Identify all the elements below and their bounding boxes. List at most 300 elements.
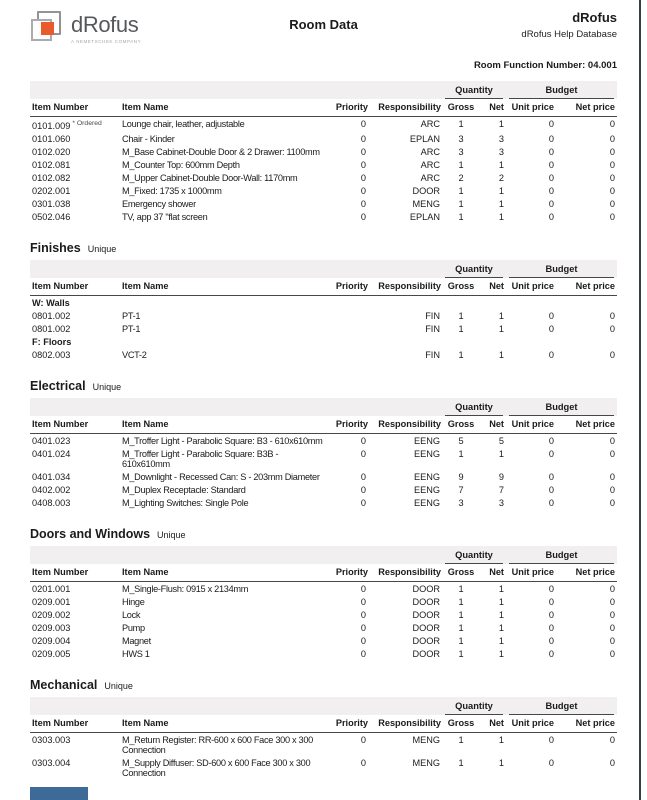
cell-responsibility: ARC xyxy=(420,172,440,183)
cell-net: 1 xyxy=(498,596,504,607)
cell-unit-price: 0 xyxy=(548,583,554,594)
cell-net: 1 xyxy=(498,448,504,459)
col-header-responsibility: Responsibility xyxy=(368,278,442,296)
table-row xyxy=(30,595,617,608)
table-row xyxy=(30,647,617,660)
col-header-gross: Gross xyxy=(442,416,480,434)
cell-responsibility: EPLAN xyxy=(409,211,440,222)
cell-net-price: 0 xyxy=(609,448,615,459)
cell-item-number xyxy=(30,116,120,132)
item-number-text: 0801.002 xyxy=(32,310,71,321)
drofus-cube-icon xyxy=(30,10,64,44)
quantity-group-header xyxy=(442,260,506,278)
cell-responsibility: EENG xyxy=(413,484,440,495)
cell-net-price: 0 xyxy=(609,484,615,495)
cell-responsibility: DOOR xyxy=(412,648,440,659)
cell-gross: 7 xyxy=(458,484,464,495)
cell-item-number xyxy=(30,210,120,223)
cell-item-number xyxy=(30,447,120,470)
cell-net: 1 xyxy=(498,349,504,360)
cell-gross: 1 xyxy=(458,635,464,646)
cell-responsibility: EPLAN xyxy=(409,133,440,144)
cell-net: 1 xyxy=(498,198,504,209)
cell-gross: 1 xyxy=(458,118,464,129)
table-row xyxy=(30,483,617,496)
cell-net: 1 xyxy=(498,622,504,633)
cell-unit-price: 0 xyxy=(548,323,554,334)
report-content xyxy=(30,10,617,781)
group-header-spacer xyxy=(30,81,442,99)
cell-priority: 0 xyxy=(360,471,366,482)
header-right-block xyxy=(358,10,617,40)
cell-unit-price: 0 xyxy=(548,484,554,495)
table-row xyxy=(30,348,617,361)
cell-net: 3 xyxy=(498,133,504,144)
col-header-priority: Priority xyxy=(328,99,368,117)
cell-priority: 0 xyxy=(360,448,366,459)
cell-item-name: M_Return Register: RR-600 x 600 Face 300 x 300 Connection xyxy=(122,734,313,755)
cell-net-price: 0 xyxy=(609,185,615,196)
table-row xyxy=(30,322,617,335)
cell-group-label: F: Floors xyxy=(32,336,72,347)
cell-net-price: 0 xyxy=(609,635,615,646)
group-header-spacer xyxy=(30,546,442,564)
column-header-row xyxy=(30,278,617,296)
logo-tagline: A NEMETSCHEK COMPANY xyxy=(71,39,142,44)
col-header-net-price: Net price xyxy=(556,278,617,296)
cell-net-price: 0 xyxy=(609,310,615,321)
col-header-priority: Priority xyxy=(328,416,368,434)
col-header-gross: Gross xyxy=(442,564,480,582)
quantity-group-label: Quantity xyxy=(445,81,503,99)
cell-priority: 0 xyxy=(360,435,366,446)
col-header-priority: Priority xyxy=(328,278,368,296)
col-header-net-price: Net price xyxy=(556,564,617,582)
cell-item-name: PT-1 xyxy=(122,310,141,321)
cell-net-price: 0 xyxy=(609,471,615,482)
cell-responsibility: ARC xyxy=(420,118,440,129)
cell-net-price: 0 xyxy=(609,211,615,222)
budget-group-header xyxy=(506,697,617,715)
cell-net: 1 xyxy=(498,211,504,222)
cell-gross: 3 xyxy=(458,133,464,144)
database-name: dRofus xyxy=(572,10,617,25)
item-number-text: 0402.002 xyxy=(32,484,71,495)
cell-item-name: M_Duplex Receptacle: Standard xyxy=(122,484,246,495)
cell-gross: 1 xyxy=(458,198,464,209)
col-header-net: Net xyxy=(480,99,506,117)
report-section xyxy=(30,241,617,361)
cell-item-name: M_Troffer Light - Parabolic Square: B3 - 610x610mm xyxy=(122,435,323,446)
cell-item-name: M_Single-Flush: 0915 x 2134mm xyxy=(122,583,249,594)
cell-net-price: 0 xyxy=(609,133,615,144)
item-number-text: 0209.001 xyxy=(32,596,71,607)
cell-net-price: 0 xyxy=(609,323,615,334)
cell-net: 5 xyxy=(498,435,504,446)
cell-unit-price: 0 xyxy=(548,734,554,745)
table-row xyxy=(30,433,617,447)
group-header-row xyxy=(30,398,617,416)
quantity-group-label: Quantity xyxy=(445,398,503,416)
sections-container xyxy=(30,81,617,779)
cell-gross: 9 xyxy=(458,471,464,482)
cell-item-name: Lock xyxy=(122,609,141,620)
cell-priority: 0 xyxy=(360,159,366,170)
cell-item-number xyxy=(30,732,120,756)
cell-priority: 0 xyxy=(360,133,366,144)
cell-unit-price: 0 xyxy=(548,185,554,196)
col-header-responsibility: Responsibility xyxy=(368,564,442,582)
cell-net-price: 0 xyxy=(609,349,615,360)
cell-unit-price: 0 xyxy=(548,609,554,620)
col-header-responsibility: Responsibility xyxy=(368,416,442,434)
cell-item-number xyxy=(30,595,120,608)
cell-item-number xyxy=(30,433,120,447)
cell-responsibility: MENG xyxy=(412,198,440,209)
cell-priority xyxy=(328,348,368,361)
cell-item-number xyxy=(30,496,120,509)
cell-responsibility: ARC xyxy=(420,146,440,157)
section-title xyxy=(30,678,617,692)
col-header-unit-price: Unit price xyxy=(506,278,556,296)
cell-responsibility: FIN xyxy=(425,349,440,360)
table-group-row xyxy=(30,335,617,348)
column-header-row xyxy=(30,564,617,582)
cell-item-number xyxy=(30,621,120,634)
cell-gross: 1 xyxy=(458,596,464,607)
group-header-row xyxy=(30,260,617,278)
cell-item-name: HWS 1 xyxy=(122,648,150,659)
item-number-text: 0101.060 xyxy=(32,133,71,144)
cell-responsibility: FIN xyxy=(425,310,440,321)
cell-responsibility: EENG xyxy=(413,497,440,508)
group-header-row xyxy=(30,697,617,715)
report-section xyxy=(30,81,617,223)
page-right-edge xyxy=(639,0,641,800)
item-number-text: 0303.003 xyxy=(32,734,71,745)
col-header-net-price: Net price xyxy=(556,99,617,117)
cell-unit-price: 0 xyxy=(548,448,554,459)
report-section xyxy=(30,678,617,779)
cell-item-name: M_Fixed: 1735 x 1000mm xyxy=(122,185,222,196)
cell-gross: 1 xyxy=(458,310,464,321)
cell-group-label: W: Walls xyxy=(32,297,70,308)
cell-unit-price: 0 xyxy=(548,757,554,768)
cell-unit-price: 0 xyxy=(548,310,554,321)
cell-unit-price: 0 xyxy=(548,146,554,157)
cell-item-name: M_Lighting Switches: Single Pole xyxy=(122,497,249,508)
cell-priority: 0 xyxy=(360,185,366,196)
report-section xyxy=(30,527,617,660)
item-number-text: 0209.005 xyxy=(32,648,71,659)
quantity-group-header xyxy=(442,398,506,416)
cell-net: 3 xyxy=(498,146,504,157)
cell-net: 2 xyxy=(498,172,504,183)
cell-unit-price: 0 xyxy=(548,198,554,209)
cell-net-price: 0 xyxy=(609,648,615,659)
cell-net: 9 xyxy=(498,471,504,482)
cell-priority: 0 xyxy=(360,734,366,745)
budget-group-header xyxy=(506,398,617,416)
cell-item-name: Chair - Kinder xyxy=(122,133,175,144)
cell-responsibility: FIN xyxy=(425,323,440,334)
table-row xyxy=(30,210,617,223)
group-header-spacer xyxy=(30,697,442,715)
cell-gross: 2 xyxy=(458,172,464,183)
col-header-unit-price: Unit price xyxy=(506,564,556,582)
cell-item-number xyxy=(30,145,120,158)
cell-unit-price: 0 xyxy=(548,118,554,129)
cell-priority: 0 xyxy=(360,622,366,633)
cell-item-number xyxy=(30,322,120,335)
col-header-item-number: Item Number xyxy=(30,715,120,733)
cell-responsibility: DOOR xyxy=(412,596,440,607)
col-header-item-name: Item Name xyxy=(120,99,328,117)
table-row xyxy=(30,309,617,322)
section-title-text: Finishes xyxy=(30,240,81,255)
cell-item-number xyxy=(30,309,120,322)
cell-net: 1 xyxy=(498,310,504,321)
cell-priority xyxy=(328,309,368,322)
column-header-row xyxy=(30,99,617,117)
section-title xyxy=(30,527,617,541)
cell-item-number xyxy=(30,483,120,496)
cell-item-number xyxy=(30,634,120,647)
cell-gross: 1 xyxy=(458,448,464,459)
cell-item-name: M_Upper Cabinet-Double Door-Wall: 1170mm xyxy=(122,172,298,183)
cell-priority: 0 xyxy=(360,146,366,157)
items-table xyxy=(30,546,617,660)
col-header-net: Net xyxy=(480,715,506,733)
item-number-text: 0102.081 xyxy=(32,159,71,170)
cell-gross: 1 xyxy=(458,349,464,360)
col-header-unit-price: Unit price xyxy=(506,715,556,733)
item-number-text: 0801.002 xyxy=(32,323,71,334)
logo-text: dRofus xyxy=(71,12,139,37)
cell-gross: 1 xyxy=(458,622,464,633)
col-header-net-price: Net price xyxy=(556,416,617,434)
quantity-group-header xyxy=(442,697,506,715)
col-header-gross: Gross xyxy=(442,715,480,733)
cell-item-name: M_Downlight - Recessed Can: S - 203mm Diameter xyxy=(122,471,320,482)
table-row xyxy=(30,116,617,132)
cell-net-price: 0 xyxy=(609,118,615,129)
cell-net-price: 0 xyxy=(609,596,615,607)
cell-net-price: 0 xyxy=(609,497,615,508)
table-group-row xyxy=(30,295,617,309)
group-header-row xyxy=(30,81,617,99)
report-title: Room Data xyxy=(289,17,358,32)
cell-item-number xyxy=(30,132,120,145)
item-number-text: 0401.034 xyxy=(32,471,71,482)
section-subtitle: Unique xyxy=(87,243,117,254)
cell-unit-price: 0 xyxy=(548,133,554,144)
cell-gross: 3 xyxy=(458,146,464,157)
budget-group-header xyxy=(506,546,617,564)
table-row xyxy=(30,581,617,595)
cell-item-name: Pump xyxy=(122,622,145,633)
cell-unit-price: 0 xyxy=(548,635,554,646)
cell-priority: 0 xyxy=(360,757,366,768)
cell-responsibility: MENG xyxy=(412,734,440,745)
cell-item-name: PT-1 xyxy=(122,323,141,334)
section-title-text: Mechanical xyxy=(30,677,98,692)
col-header-item-number: Item Number xyxy=(30,99,120,117)
cube-orange-square xyxy=(41,22,54,35)
col-header-responsibility: Responsibility xyxy=(368,715,442,733)
cell-net-price: 0 xyxy=(609,146,615,157)
cell-gross: 1 xyxy=(458,609,464,620)
col-header-gross: Gross xyxy=(442,99,480,117)
cell-item-name: Magnet xyxy=(122,635,151,646)
item-number-text: 0401.024 xyxy=(32,448,71,459)
cell-net-price: 0 xyxy=(609,435,615,446)
report-section xyxy=(30,379,617,509)
quantity-group-label: Quantity xyxy=(445,546,503,564)
item-number-text: 0303.004 xyxy=(32,757,71,768)
table-row xyxy=(30,608,617,621)
cell-unit-price: 0 xyxy=(548,172,554,183)
column-header-row xyxy=(30,416,617,434)
item-number-text: 0209.004 xyxy=(32,635,71,646)
cell-gross: 1 xyxy=(458,757,464,768)
budget-group-label: Budget xyxy=(509,546,614,564)
table-row xyxy=(30,621,617,634)
cell-net-price: 0 xyxy=(609,172,615,183)
quantity-group-header xyxy=(442,81,506,99)
items-table xyxy=(30,81,617,223)
report-header xyxy=(30,10,617,45)
group-header-spacer xyxy=(30,398,442,416)
section-title xyxy=(30,379,617,393)
cell-item-name: M_Troffer Light - Parabolic Square: B3B - 610x610mm xyxy=(122,448,279,469)
column-header-row xyxy=(30,715,617,733)
cell-unit-price: 0 xyxy=(548,596,554,607)
cell-net-price: 0 xyxy=(609,159,615,170)
cell-unit-price: 0 xyxy=(548,159,554,170)
col-header-item-name: Item Name xyxy=(120,416,328,434)
cell-responsibility: EENG xyxy=(413,435,440,446)
item-number-text: 0401.023 xyxy=(32,435,71,446)
table-row xyxy=(30,496,617,509)
items-table xyxy=(30,260,617,361)
col-header-item-number: Item Number xyxy=(30,416,120,434)
cell-priority: 0 xyxy=(360,172,366,183)
table-row xyxy=(30,132,617,145)
col-header-net: Net xyxy=(480,278,506,296)
item-number-text: 0101.009 xyxy=(32,120,71,131)
cell-priority xyxy=(328,322,368,335)
cell-item-number xyxy=(30,184,120,197)
section-subtitle: Unique xyxy=(157,529,186,540)
col-header-net: Net xyxy=(480,416,506,434)
cell-responsibility: ARC xyxy=(420,159,440,170)
cell-net: 1 xyxy=(498,159,504,170)
cell-priority: 0 xyxy=(360,118,366,129)
item-number-text: 0202.001 xyxy=(32,185,71,196)
cell-net: 1 xyxy=(498,323,504,334)
item-number-text: 0102.020 xyxy=(32,146,71,157)
table-row xyxy=(30,732,617,756)
cell-unit-price: 0 xyxy=(548,497,554,508)
ordered-note: * Ordered xyxy=(72,119,102,127)
cell-responsibility: DOOR xyxy=(412,635,440,646)
cell-item-name: VCT-2 xyxy=(122,349,147,360)
section-title-text: Electrical xyxy=(30,378,86,393)
section-title xyxy=(30,241,617,255)
items-table xyxy=(30,697,617,779)
cell-item-number xyxy=(30,470,120,483)
cell-net-price: 0 xyxy=(609,583,615,594)
item-number-text: 0102.082 xyxy=(32,172,71,183)
cell-priority: 0 xyxy=(360,198,366,209)
cell-net: 3 xyxy=(498,497,504,508)
cell-item-name: M_Supply Diffuser: SD-600 x 600 Face 300 x 300 Connection xyxy=(122,757,311,778)
col-header-responsibility: Responsibility xyxy=(368,99,442,117)
item-number-text: 0209.003 xyxy=(32,622,71,633)
table-row xyxy=(30,158,617,171)
section-subtitle: Unique xyxy=(104,680,133,691)
col-header-gross: Gross xyxy=(442,278,480,296)
col-header-unit-price: Unit price xyxy=(506,416,556,434)
cell-priority: 0 xyxy=(360,596,366,607)
cell-net: 1 xyxy=(498,583,504,594)
cell-gross: 1 xyxy=(458,734,464,745)
table-row xyxy=(30,145,617,158)
budget-group-label: Budget xyxy=(509,398,614,416)
section-title-text: Doors and Windows xyxy=(30,526,151,541)
cell-gross: 3 xyxy=(458,497,464,508)
cell-unit-price: 0 xyxy=(548,435,554,446)
cell-net-price: 0 xyxy=(609,734,615,745)
item-number-text: 0201.001 xyxy=(32,583,71,594)
item-number-text: 0301.038 xyxy=(32,198,71,209)
cell-gross: 1 xyxy=(458,323,464,334)
cell-item-number xyxy=(30,158,120,171)
cell-gross: 1 xyxy=(458,185,464,196)
cell-unit-price: 0 xyxy=(548,211,554,222)
cell-responsibility: EENG xyxy=(413,471,440,482)
budget-group-label: Budget xyxy=(509,697,614,715)
logo-text-block xyxy=(71,10,141,45)
col-header-item-name: Item Name xyxy=(120,564,328,582)
table-row xyxy=(30,197,617,210)
quantity-group-header xyxy=(442,546,506,564)
cell-net: 1 xyxy=(498,635,504,646)
items-table xyxy=(30,398,617,509)
cell-priority: 0 xyxy=(360,609,366,620)
cell-net: 1 xyxy=(498,734,504,745)
cell-net: 7 xyxy=(498,484,504,495)
cell-responsibility: DOOR xyxy=(412,583,440,594)
cell-item-number xyxy=(30,171,120,184)
cell-item-name: M_Counter Top: 600mm Depth xyxy=(122,159,240,170)
table-row xyxy=(30,756,617,779)
cell-item-number xyxy=(30,608,120,621)
table-row xyxy=(30,184,617,197)
col-header-item-name: Item Name xyxy=(120,715,328,733)
cell-responsibility: DOOR xyxy=(412,622,440,633)
cell-gross: 1 xyxy=(458,159,464,170)
cell-responsibility: DOOR xyxy=(412,185,440,196)
cell-net-price: 0 xyxy=(609,622,615,633)
cell-priority: 0 xyxy=(360,635,366,646)
quantity-group-label: Quantity xyxy=(445,260,503,278)
quantity-group-label: Quantity xyxy=(445,697,503,715)
cell-net-price: 0 xyxy=(609,198,615,209)
cell-net: 1 xyxy=(498,609,504,620)
cell-gross: 1 xyxy=(458,648,464,659)
